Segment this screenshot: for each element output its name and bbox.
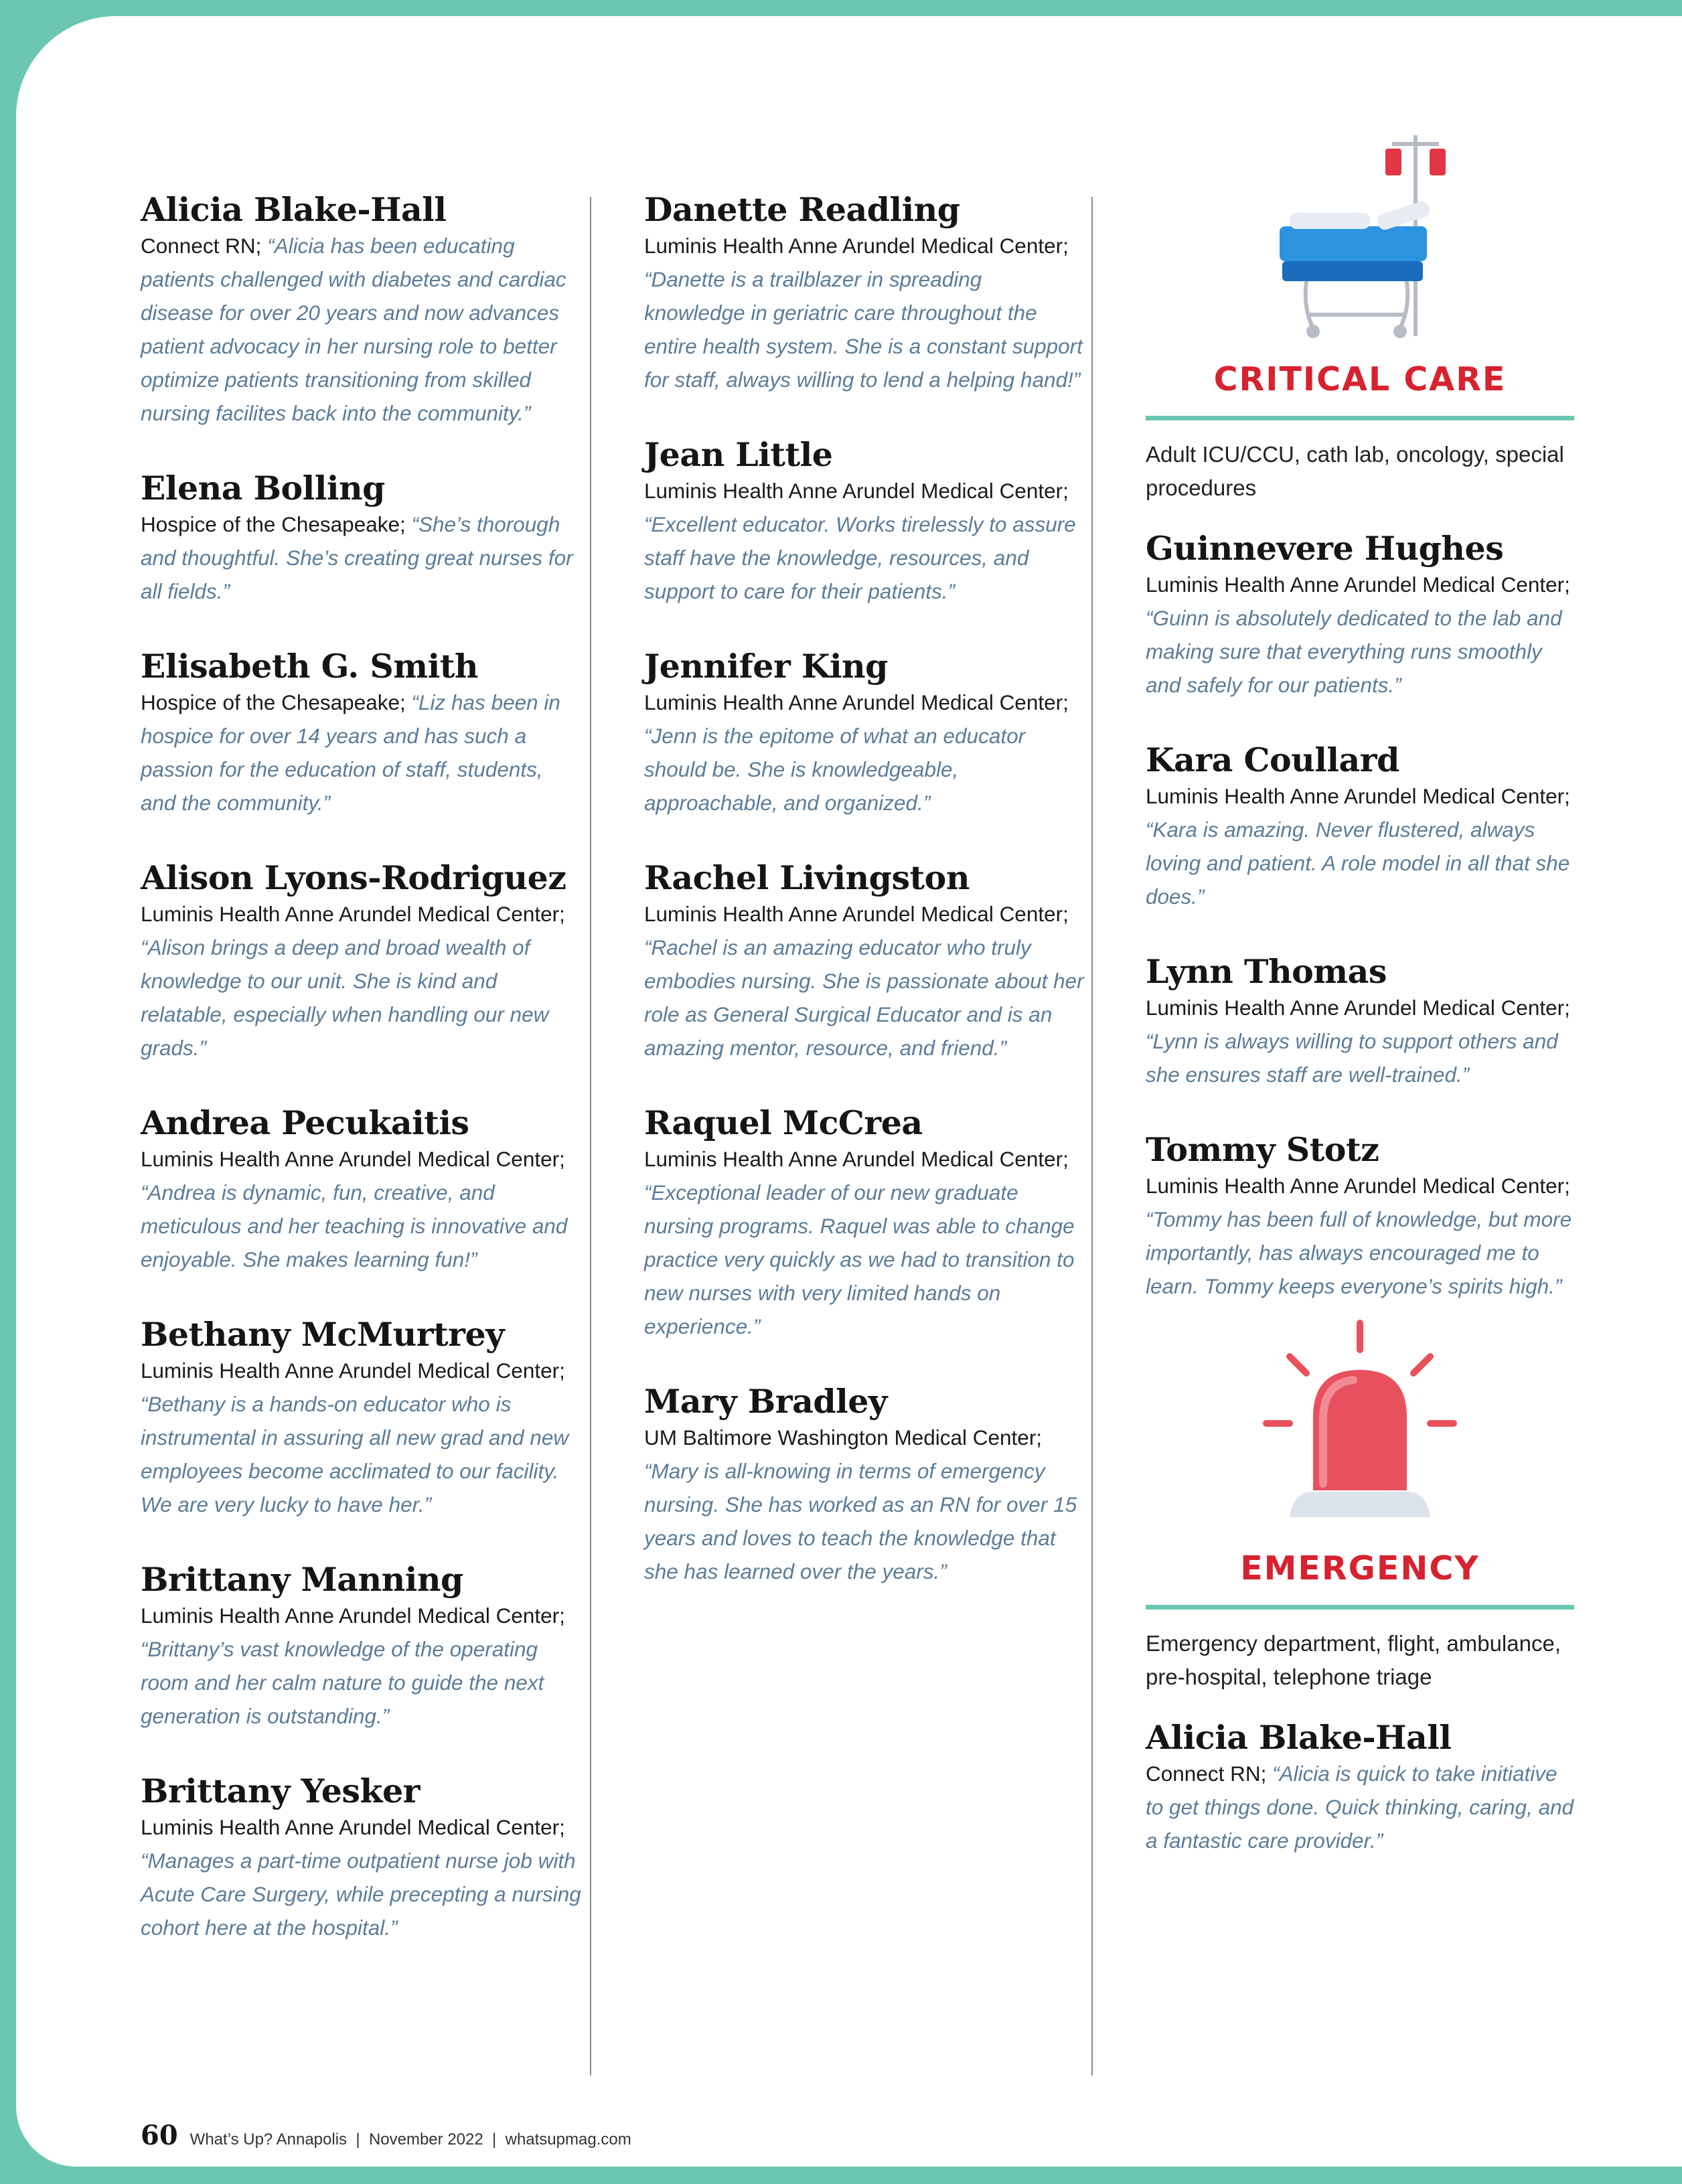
nominee-org: Luminis Health Anne Arundel Medical Center; [644,902,1069,926]
nominee-entry [141,1560,583,1733]
nominee-entry [141,1772,583,1944]
nominee-quote: “Manages a part-time outpatient nurse job with Acute Care Surgery, while precepting a nursing cohort here at the hospital.” [141,1849,581,1940]
nominee-quote: “Andrea is dynamic, fun, creative, and meticulous and her teaching is innovative and enjoyable. She makes learning fun!” [141,1180,568,1271]
nominee-entry [644,647,1086,820]
nominee-quote: “Bethany is a hands-on educator who is instrumental in assuring all new grad and new employees become acclimated to our facility. We are very lucky to have her.” [141,1392,569,1516]
nominee-quote: “Alicia is quick to take initiative to get things done. Quick thinking, caring, and a fantastic care provider.” [1146,1762,1574,1853]
nominee-quote: “Danette is a trailblazer in spreading knowledge in geriatric care throughout the entire health system. She is a constant support for staff, always willing to lend a helping hand!” [644,267,1083,392]
nominee-org: Luminis Health Anne Arundel Medical Center; [1146,1174,1570,1198]
nominee-quote: “Liz has been in hospice for over 14 years and has such a passion for the education of staff, students, and the community.” [141,690,560,815]
section-description: Emergency department, flight, ambulance, pre-hospital, telephone triage [1146,1631,1561,1689]
nominee-entry [141,469,583,608]
nominee-org: Luminis Health Anne Arundel Medical Center; [1146,996,1570,1020]
nominee-entry [644,190,1086,396]
nominee-entry [1146,1718,1574,1857]
nominee-name: Tommy Stotz [1146,1130,1379,1169]
nominee-quote: “Lynn is always willing to support others and she ensures staff are well-trained.” [1146,1029,1558,1087]
nominee-name: Alison Lyons-Rodriguez [141,858,566,897]
page-footer [141,2120,631,2151]
nominee-name: Jennifer King [644,647,888,686]
nominee-quote: “Rachel is an amazing educator who truly embodies nursing. She is passionate about her role as General Surgical Educator and is an amazing mentor, resource, and friend.” [644,935,1084,1060]
nominee-entry [141,1315,583,1521]
nominee-entry [141,858,583,1065]
nominee-name: Mary Bradley [644,1382,887,1421]
nominee-name: Andrea Pecukaitis [141,1103,469,1142]
nominee-org: Luminis Health Anne Arundel Medical Center; [1146,572,1570,597]
nominee-name: Elisabeth G. Smith [141,647,478,686]
nominee-name: Kara Coullard [1146,740,1399,779]
nominee-entry [644,1103,1086,1343]
magazine-page [16,16,1682,2167]
nominee-quote: “Guinn is absolutely dedicated to the lab and making sure that everything runs smoothly and safely for our patients.” [1146,606,1562,697]
nominee-org: Luminis Health Anne Arundel Medical Center; [1146,784,1570,808]
column-2 [644,190,1086,1627]
nominee-entry [141,1103,583,1276]
section-title-critical-care: CRITICAL CARE [1213,360,1507,398]
nominee-quote: “Tommy has been full of knowledge, but more importantly, has always encouraged me to learn. Tommy keeps everyone’s spirits high.” [1146,1207,1572,1298]
nominee-org: Luminis Health Anne Arundel Medical Center; [141,1815,565,1839]
nominee-quote: “Brittany’s vast knowledge of the operating room and her calm nature to guide the next generation is outstanding.” [141,1637,544,1728]
section-description: Adult ICU/CCU, cath lab, oncology, special procedures [1146,442,1564,500]
nominee-org: Luminis Health Anne Arundel Medical Center; [141,902,565,926]
nominee-name: Jean Little [644,435,833,474]
nominee-org: Luminis Health Anne Arundel Medical Center; [141,1358,565,1383]
nominee-entry [644,858,1086,1065]
nominee-quote: “Alison brings a deep and broad wealth of knowledge to our unit. She is kind and relatable, especially when handling our new grads.” [141,935,549,1060]
nominee-name: Rachel Livingston [644,858,970,897]
nominee-entry [1146,1130,1574,1303]
column-3 [1146,16,1574,1896]
nominee-org: Luminis Health Anne Arundel Medical Center; [141,1147,565,1171]
nominee-entry [644,1382,1086,1588]
nominee-org: Luminis Health Anne Arundel Medical Center; [644,479,1069,503]
nominee-entry [141,190,583,430]
nominee-name: Bethany McMurtrey [141,1315,505,1354]
footer-text: What’s Up? Annapolis | November 2022 | whatsupmag.com [189,2130,631,2149]
nominee-name: Brittany Yesker [141,1772,420,1810]
nominee-entry [1146,529,1574,702]
column-1 [141,190,583,1983]
section-rule [1146,1605,1574,1610]
nominee-quote: “Jenn is the epitome of what an educator should be. She is knowledgeable, approachable, and organized.” [644,724,1026,815]
page-number: 60 [141,2120,178,2151]
hospital-bed-icon [1146,127,1574,348]
nominee-org: Luminis Health Anne Arundel Medical Center; [141,1604,565,1628]
nominee-org: Luminis Health Anne Arundel Medical Center; [644,690,1069,714]
nominee-entry [1146,740,1574,913]
nominee-org: UM Baltimore Washington Medical Center; [644,1425,1043,1450]
nominee-entry [1146,952,1574,1091]
nominee-quote: “She’s thorough and thoughtful. She’s creating great nurses for all fields.” [141,512,573,603]
nominee-name: Elena Bolling [141,469,385,508]
nominee-name: Raquel McCrea [644,1103,923,1142]
nominee-org: Hospice of the Chesapeake; [141,512,406,536]
section-rule [1146,416,1574,420]
nominee-quote: “Excellent educator. Works tirelessly to assure staff have the knowledge, resources, and support to care for their patients.” [644,512,1076,603]
siren-icon [1146,1316,1574,1537]
section-title-emergency: EMERGENCY [1240,1549,1480,1587]
nominee-org: Hospice of the Chesapeake; [141,690,406,714]
nominee-org: Connect RN; [141,234,262,258]
column-divider [1091,197,1093,2076]
column-divider [590,197,591,2076]
nominee-name: Alicia Blake-Hall [1146,1718,1452,1757]
nominee-quote: “Exceptional leader of our new graduate nursing programs. Raquel was able to change practice very quickly as we had to transition to new nurses with very limited hands on experience.” [644,1180,1075,1338]
nominee-entry [644,435,1086,608]
nominee-name: Alicia Blake-Hall [141,190,447,229]
nominee-org: Connect RN; [1146,1762,1267,1786]
nominee-name: Danette Readling [644,190,960,229]
nominee-name: Brittany Manning [141,1560,463,1599]
nominee-entry [141,647,583,820]
nominee-org: Luminis Health Anne Arundel Medical Center; [644,1147,1069,1171]
nominee-name: Guinnevere Hughes [1146,529,1504,568]
nominee-name: Lynn Thomas [1146,952,1387,991]
nominee-org: Luminis Health Anne Arundel Medical Center; [644,234,1069,258]
nominee-quote: “Alicia has been educating patients challenged with diabetes and cardiac disease for over 20 years and now advances patient advocacy in her nursing role to better optimize patients transitioning from skilled nursing facilites back into the community.” [141,234,566,425]
nominee-quote: “Mary is all-knowing in terms of emergency nursing. She has worked as an RN for over 15 years and loves to teach the knowledge that she has learned over the years.” [644,1459,1077,1583]
nominee-quote: “Kara is amazing. Never flustered, always loving and patient. A role model in all that she does.” [1146,817,1570,909]
